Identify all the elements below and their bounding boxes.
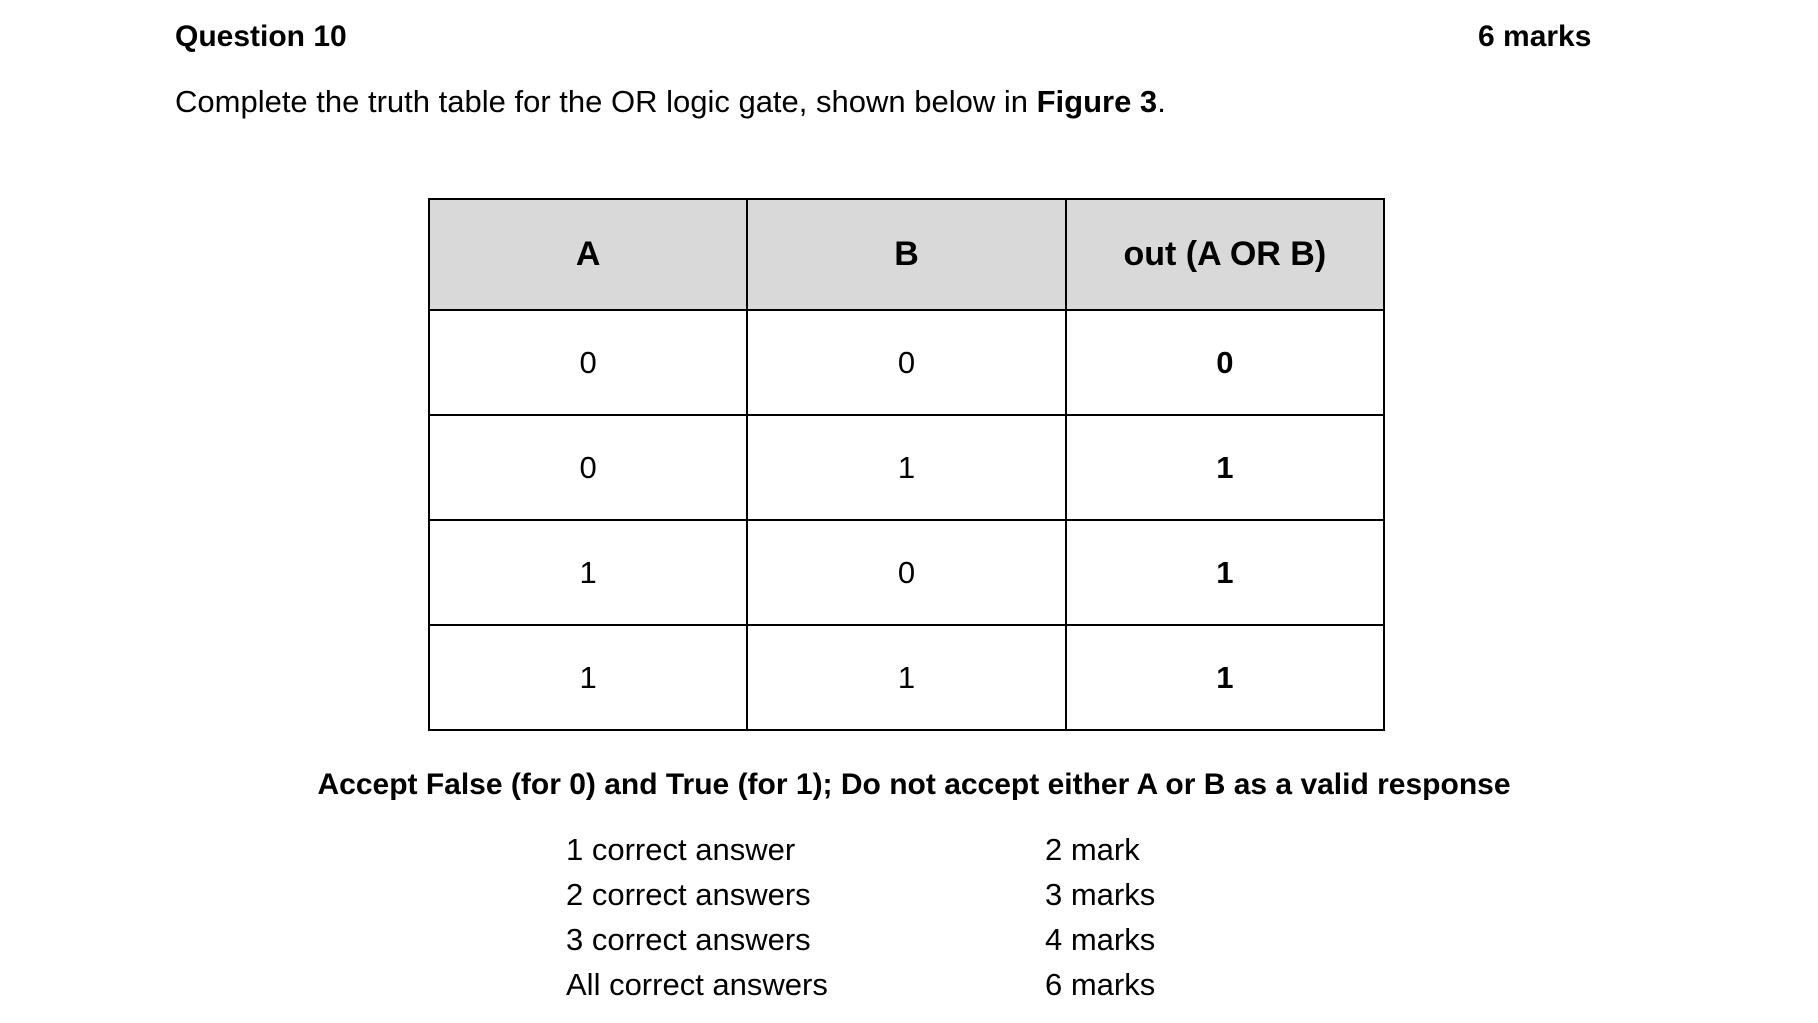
- cell-out: 1: [1066, 415, 1384, 520]
- cell-a: 1: [429, 520, 747, 625]
- table-row: [429, 415, 1384, 520]
- scoring-marks: 4 marks: [1045, 922, 1156, 957]
- scoring-marks: 2 mark: [1045, 832, 1140, 867]
- cell-out: 1: [1066, 520, 1384, 625]
- instruction-text: Complete the truth table for the OR logic gate, shown below in: [175, 84, 1037, 119]
- scoring-condition: 3 correct answers: [566, 922, 811, 957]
- question-marks: 6 marks: [1478, 20, 1592, 53]
- header-out: out (A OR B): [1066, 199, 1384, 310]
- cell-out: 0: [1066, 310, 1384, 415]
- cell-a: 0: [429, 415, 747, 520]
- cell-b: 1: [747, 625, 1065, 730]
- scoring-condition: 2 correct answers: [566, 877, 811, 912]
- instruction-suffix: .: [1157, 84, 1166, 119]
- question-title: Question 10: [175, 20, 347, 53]
- cell-b: 0: [747, 520, 1065, 625]
- cell-a: 0: [429, 310, 747, 415]
- table-row: [429, 520, 1384, 625]
- table-row: [429, 625, 1384, 730]
- question-instruction: [175, 84, 1166, 120]
- header-b: B: [747, 199, 1065, 310]
- scoring-condition: 1 correct answer: [566, 832, 796, 867]
- scoring-condition: All correct answers: [566, 967, 828, 1002]
- accept-note: Accept False (for 0) and True (for 1); Do not accept either A or B as a valid response: [317, 768, 1511, 801]
- header-a: A: [429, 199, 747, 310]
- table-header-row: [429, 199, 1384, 310]
- cell-a: 1: [429, 625, 747, 730]
- cell-out: 1: [1066, 625, 1384, 730]
- figure-reference: Figure 3: [1036, 84, 1158, 119]
- truth-table: [428, 198, 1385, 731]
- table-row: [429, 310, 1384, 415]
- scoring-marks: 3 marks: [1045, 877, 1156, 912]
- cell-b: 0: [747, 310, 1065, 415]
- cell-b: 1: [747, 415, 1065, 520]
- scoring-marks: 6 marks: [1045, 967, 1156, 1002]
